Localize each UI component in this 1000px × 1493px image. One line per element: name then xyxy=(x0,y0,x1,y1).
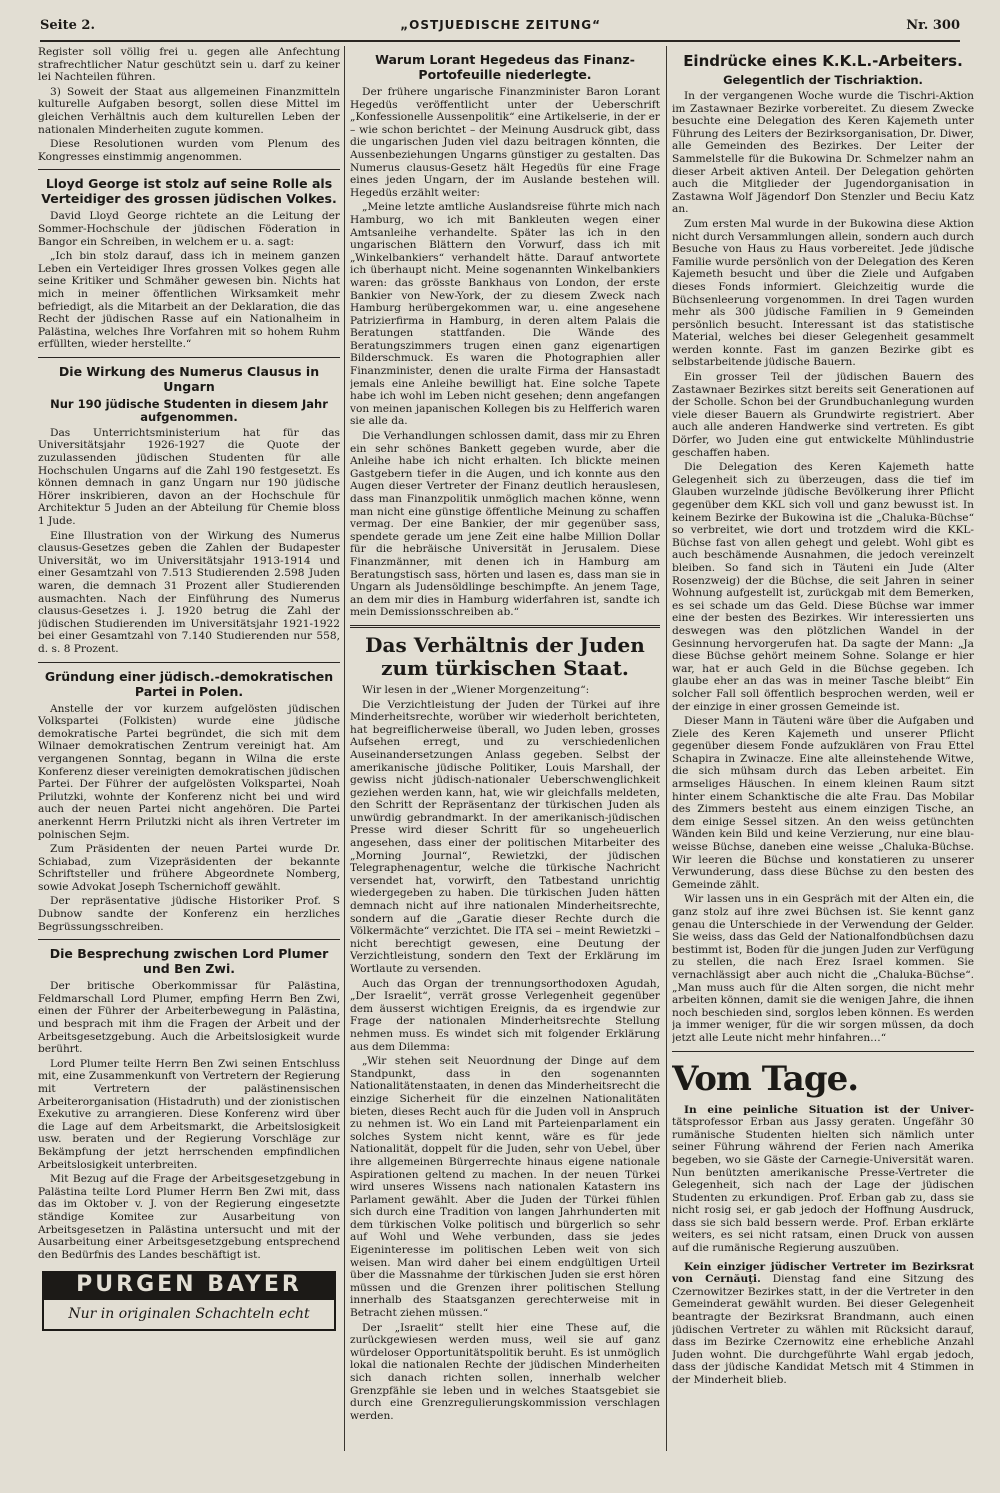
article-para: Die Verzichtleistung der Juden der Türkei auf ihre Minderheitsrechte, worüber wir wiederholt berichteten, hat begreiflicherweise überall, wo Juden leben, grosses Aufsehen erregt, und zu verschiedenlichen Auseinandersetzungen Anlass gegeben. Selbst der amerikanische jüdische Politiker, Louis Marshall, der gewiss nicht jüdisch-nationaler Ueberschwenglichkeit geziehen werden kann, hat, wie wir gleichfalls meldeten, den Schritt der Repräsentanz der türkischen Juden als unwürdig gebrandmarkt. In der amerikanisch-jüdischen Presse wird dieser Schritt für so ungeheuerlich angesehen, dass einer der politischen Mitarbeiter des „Morning Journal“, Rewietzki, der jüdischen Telegraphenagentur, welche die türkische Nachricht versendet hat, vorwirft, den Tatbestand unrichtig wiedergegeben zu haben. Die türkischen Juden hätten demnach nicht auf ihre nationalen Minderheitsrechte, sondern auf die „Garatie dieser Rechte durch die Völkermächte“ verzichtet. Die ITA sei – meint Rewietzki – nicht berechtigt gewesen, eine Deutung der Verzichtleistung, sondern den Text der Erklärung im Wortlaute zu versenden. xyxy=(350,698,660,975)
ad-brand: PURGEN BAYER xyxy=(44,1273,334,1300)
article-para: David Lloyd George richtete an die Leitung der Sommer-Hochschule der jüdischen Föderation in Bangor ein Schreiben, in welchem er u. a. sagt: xyxy=(38,210,340,248)
intro-para: Diese Resolutionen wurden vom Plenum des Kongresses einstimmig angenommen. xyxy=(38,138,340,163)
page-number: Seite 2. xyxy=(40,17,95,33)
divider xyxy=(38,169,340,170)
article-para: „Meine letzte amtliche Auslandsreise führte mich nach Hamburg, wo ich mit Bankleuten wegen einer Amtsanleihe verhandelte. Später las ich in den ungarischen Blättern den Vorwurf, dass ich mit „Winkelbankiers“ verhandelt hätte. Darauf antwortete ich überhaupt nicht. Meine sogenannten Winkelbankiers waren: das grösste Bankhaus von London, der erste Bankier von New-York, der zu diesem Zweck nach Hamburg herübergekommen war, u. eine angesehene Patrizierfirma in Hamburg, in deren altem Palais die Beratungen stattfanden. Die Wände des Beratungszimmers trugen einen ganz eigenartigen Bilderschmuck. Es waren die Photographien aller Finanzminister, denen die uralte Firma der Hansastadt jemals eine Anleihe bewilligt hat. Eine solche Tapete habe ich wohl im Leben nicht gesehen; denn angefangen von meinen japanischen Kollegen bis zu Helfferich waren sie alle da. xyxy=(350,201,660,428)
column-1 xyxy=(38,46,340,1476)
article-para: Der frühere ungarische Finanzminister Baron Lorant Hegedüs veröffentlicht unter der Ueberschrift „Konfessionelle Aussenpolitik“ eine Artikelserie, in der er – wie schon berichtet – der Meinung Ausdruck gibt, dass die ungarischen Juden viel dazu beitragen könnten, die Aussenbeziehungen Ungarns günstiger zu gestalten. Das Numerus clausus-Gesetz hält Hegedüs für eine Frage eines jeden Ungarn, der im Auslande bestehen will. Hegedüs erzählt weiter: xyxy=(350,86,660,199)
section-title-vom-tage: Vom Tage. xyxy=(672,1058,859,1099)
article-title-plumer-ben-zwi: Die Besprechung zwischen Lord Plumer und Ben Zwi. xyxy=(49,946,329,977)
article-para: Lord Plumer teilte Herrn Ben Zwi seinen Entschluss mit, eine Zusammenkunft von Vertretern der Regierung mit Vertretern der palästinensischen Arbeiterorganisation (Histadruth) und der zionistischen Exekutive zu arrangieren. Diese Konferenz wird über die Lage auf dem Arbeitsmarkt, die Arbeitslosigkeit usw. beraten und der Regierung Vorschläge zur Bekämpfung der jetzt herrschenden empfindlichen Arbeitslosigkeit unterbreiten. xyxy=(38,1057,340,1171)
column-2 xyxy=(350,46,660,1476)
news-text: Dienstag fand eine Sitzung des Czernowitzer Bezirkes statt, in der die Vertreter in den Gemeinderat gewählt wurden. Bei dieser Gelegenheit beantragte der Bezirksrat Brandmann, auch einen jüdischen Vertreter zu wählen mit Rücksicht darauf, dass im Bezirke Czernowitz eine erhebliche Anzahl Juden wohnt. Die durchgeführte Wahl ergab jedoch, dass der jüdische Kandidat Metsch mit 4 Stimmen in der Minderheit blieb. xyxy=(672,1273,974,1386)
news-text: tätsprofessor Erban aus Jassy geraten. Ungefähr 30 rumänische Studenten hielten sich nämlich unter seiner Führung während der Ferien nach Amerika begeben, wo sie Gäste der Carnegie-Universität waren. Nun benützten amerikanische Presse-Vertreter die Gelegenheit, sich nach der Lage der jüdischen Studenten zu erkundigen. Prof. Erban gab zu, dass sie nicht rosig sei, er gab jedoch der Hoffnung Ausdruck, dass sie sich bald bessern werde. Prof. Erban erklärte weiters, es sei nicht ratsam, einen Druck von aussen auf die rumänische Regierung auszuüben. xyxy=(672,1116,974,1255)
news-lead: In eine peinliche Situation ist der Univer- xyxy=(684,1103,974,1116)
article-para: Mit Bezug auf die Frage der Arbeitsgesetzgebung in Palästina teilte Lord Plumer Herrn Ben Zwi mit, dass das im Oktober v. J. von der Regierung eingesetzte ständige Komitee zur Ausarbeitung von Arbeitsgesetzen in Palästina untersucht und mit der Ausarbeitung einer Arbeitsgesetzgebung entsprechend den Bedürfnis des Landes beschäftigt ist. xyxy=(38,1173,340,1261)
newspaper-title: „OSTJUEDISCHE ZEITUNG“ xyxy=(400,18,601,32)
issue-number: Nr. 300 xyxy=(906,17,960,33)
article-title-partei-polen: Gründung einer jüdisch.-demokratischen Partei in Polen. xyxy=(44,668,334,699)
column-rule-left xyxy=(344,46,345,1451)
article-para: Dieser Mann in Täuteni wäre über die Aufgaben und Ziele des Keren Kajemeth und unserer Pflicht gegenüber diesem Fonde aufzuklären von Frau Ettel Schapira in Zwinacze. Eine alte alleinstehende Witwe, die sich mühsam durch das Leben arbeitet. Ein armseliges Häuschen. In einem kleinen Raum sitzt hinter einem Schanktische die alte Frau. Das Mobilar des Zimmers besteht aus einem einzigen Tische, an dem einige Sessel sitzen. An den weiss getünchten Wänden kein Bild und keine Verzierung, nur eine blau-weisse Büchse, daneben eine weisse „Chaluka-Büchse. Wir leeren die Büchse und konstatieren zu unserer Verwunderung, dass diese Büchse zu den besten des Gemeinde zählt. xyxy=(672,715,974,891)
article-para: Ein grosser Teil der jüdischen Bauern des Zastawnaer Bezirkes sitzt bereits seit Generationen auf der Scholle. Schon bei der Grundbuchanlegung wurden viele dieser Bauern als Grundwirte registriert. Aber auch alle anderen Handwerke sind vertreten. Es gibt Dörfer, wo Juden eine gut entwickelte Mühlindustrie geschaffen haben. xyxy=(672,371,974,459)
article-para: „Ich bin stolz darauf, dass ich in meinem ganzen Leben ein Verteidiger Ihres grossen Volkes gegen alle seine Kritiker und Schmäher gewesen bin. Nichts hat mich in meiner öffentlichen Wirksamkeit mehr befriedigt, als die Mitarbeit an der Deklaration, die das Recht der jüdischen Rasse auf ein Nationalheim in Palästina, welches Ihre Vorfahren mit so hohem Ruhm erfüllten, wieder herstellte.“ xyxy=(38,250,340,351)
article-para: Das Unterrichtsministerium hat für das Universitätsjahr 1926-1927 die Quote der zuzulassenden jüdischen Studenten für alle Hochschulen Ungarns auf die Zahl 190 festgesetzt. Es können demnach in ganz Ungarn nur 190 jüdische Hörer inskribieren, davon an der Hochschule für Architektur 5 Juden an der Abteilung für Chemie bloss 1 Jude. xyxy=(38,426,340,528)
article-para: Der britische Oberkommissar für Palästina, Feldmarschall Lord Plumer, empfing Herrn Ben Zwi, einen der Führer der Arbeiterbewegung in Palästina, und besprach mit ihm die Fragen der Arbeit und der Arbeitsgesetzgebung. Auch die Arbeitslosigkeit wurde berührt. xyxy=(38,980,340,1056)
ad-slogan: Nur in originalen Schachteln echt xyxy=(68,1305,310,1322)
article-title-kkl: Eindrücke eines K.K.L.-Arbeiters. xyxy=(683,52,963,70)
article-title-numerus-clausus: Die Wirkung des Numerus Clausus in Ungarn xyxy=(58,363,320,394)
news-lead: Kein einziger jüdischer Vertreter im Bezirksrat von Cernăuţi. xyxy=(672,1260,974,1286)
column-rule-right xyxy=(666,46,667,1451)
article-para: Wir lesen in der „Wiener Morgenzeitung“: xyxy=(362,683,590,696)
article-title-tuerkei: Das Verhältnis der Juden zum türkischen Staat. xyxy=(365,632,645,680)
article-para: Auch das Organ der trennungsorthodoxen Agudah, „Der Israelit“, verrät grosse Verlegenheit gegenüber dem äusserst wichtigen Ereignis, da es irgendwie zur Frage der nationalen Minderheitsrechte Stellung nehmen muss. Es windet sich mit folgender Erklärung aus dem Dilemma: xyxy=(350,977,660,1053)
article-para: Der „Israelit“ stellt hier eine These auf, die zurückgewiesen werden muss, weil sie auf ganz würdeloser Opportunitätspolitik beruht. Es ist unmöglich lokal die nationalen Rechte der jüdischen Minderheiten sich danach richten sollen, innerhalb welcher Grenzpfähle sie leben und in welches Staatsgebiet sie durch eine Grenzregulierungskommission verschlagen werden. xyxy=(350,1321,660,1422)
divider xyxy=(38,939,340,940)
intro-para: 3) Soweit der Staat aus allgemeinen Finanzmitteln kulturelle Aufgaben besorgt, sollen diese Mittel im gleichen Verhältnis auch dem kulturellen Leben der nationalen Minderheiten zugute kommen. xyxy=(38,85,340,136)
intro-para: Register soll völlig frei u. gegen alle Anfechtung strafrechtlicher Natur geschützt sein u. darf zu keiner lei Nachteilen führen. xyxy=(38,46,340,84)
article-para: Zum ersten Mal wurde in der Bukowina diese Aktion nicht durch Versammlungen allein, sondern auch durch Besuche von Haus zu Haus vorbereitet. Jede jüdische Familie wurde persönlich von der Delegation des Keren Kajemeth besucht und über die Ziele und Aufgaben dieses Fonds informiert. Gleichzeitig wurde die Büchsenleerung vorgenommen. In drei Tagen wurden mehr als 300 jüdische Familien in 9 Gemeinden persönlich besucht. Interessant ist das statistische Material, welches bei dieser Gelegenheit gesammelt werden konnte. Fast im ganzen Bezirke gibt es selbstarbeitende jüdische Bauern. xyxy=(672,217,974,369)
divider xyxy=(350,625,660,628)
article-para: Der repräsentative jüdische Historiker Prof. S Dubnow sandte der Konferenz ein herzliches Begrüssungsschreiben. xyxy=(38,895,340,933)
divider xyxy=(672,1051,974,1052)
page-header xyxy=(40,10,960,42)
news-item xyxy=(672,1261,974,1387)
article-para: Zum Präsidenten der neuen Partei wurde Dr. Schiabad, zum Vizepräsidenten der bekannte Schriftsteller und frühere Abgeordnete Nomberg, sowie Advokat Joseph Tschernichoff gewählt. xyxy=(38,843,340,893)
divider xyxy=(38,357,340,358)
article-para: In der vergangenen Woche wurde die Tischri-Aktion im Zastawnaer Bezirke vorbereitet. Zu diesem Zwecke besuchte eine Delegation des Keren Kajemeth unter Führung des Leiters der Bezirksorganisation, Dr. Diwer, alle Gemeinden des Bezirkes. Der Leiter der Sammelstelle für die Bukowina Dr. Schmelzer nahm an dieser Arbeit aktiven Anteil. Der Delegation gehörten auch die Mitglieder der Jugendorganisation in Zastawna Wolf Jägendorf Don Stenzler und Beciu Katz an. xyxy=(672,90,974,216)
purgen-advertisement xyxy=(42,1271,336,1330)
article-title-hegedeus: Warum Lorant Hegedeus das Finanz-Portofeuille niederlegte. xyxy=(375,52,635,82)
article-para: Die Verhandlungen schlossen damit, dass mir zu Ehren ein sehr schönes Bankett gegeben wurde, aber die Anleihe habe ich nicht erhalten. Ich blickte meinen Gastgebern tiefer in die Augen, und ich konnte aus den Augen dieser Vertreter der Finanz deutlich herauslesen, dass man Finanzpolitik unmöglich machen könne, wenn man nicht eine günstige öffentliche Meinung zu schaffen vermag. Der eine Bankier, der mir gegenüber sass, spendete gerade um jene Zeit eine halbe Million Dollar für die hebräische Universität in Jerusalem. Diese Finanzmänner, mit denen ich in Hamburg am Beratungstisch sass, hörten und lasen es, dass man sie in Ungarn als Judensöldlinge beschimpfte. An jenem Tage, an dem mir dies in Hamburg widerfahren ist, sandte ich mein Demissionsschreiben ab.“ xyxy=(350,430,660,619)
article-para: Die Delegation des Keren Kajemeth hatte Gelegenheit sich zu überzeugen, dass die tief im Glauben wurzelnde jüdische Bevölkerung ihrer Pflicht gegenüber dem KKL sich voll und ganz bewusst ist. In keinem Bezirke der Bukowina ist die „Chaluka-Büchse“ so verbreitet, wie dort und trotzdem wird die KKL-Büchse fast von allen gehegt und gelebt. Wohl gibt es auch beschämende Ausnahmen, die jedoch vereinzelt bleiben. So fand sich in Täuteni ein Jude (Alter Rosenzweig) der die Büchse, die seit Jahren in seiner Wohnung aufgestellt ist, zurückgab mit dem Bemerken, es sei schade um das Geld. Diese Büchse war immer eine der besten des Bezirkes. Wir interessierten uns deswegen was den plötzlichen Wandel in der Gesinnung hervorgerufen hat. Da sagte der Mann: „Ja diese Büchse gehört meinem Sohne. Solange er hier war, hat er auch Geld in die Büchse gegeben. Ich glaube eher an das was in meiner Tasche bleibt“ Ein solcher Fall soll öffentlich besprochen werden, weil er der einzige in einer grossen Gemeinde ist. xyxy=(672,461,974,713)
divider xyxy=(38,662,340,663)
column-3 xyxy=(672,46,974,1476)
article-para: Anstelle der vor kurzem aufgelösten jüdischen Volkspartei (Folkisten) wurde eine jüdische demokratische Partei begründet, die sich mit dem Wilnaer demokratischen Zentrum vereinigt hat. Am vergangenen Sonntag, begann in Wilna die erste Konferenz dieser vereinigten demokratischen jüdischen Partei. Der Führer der aufgelösten Volkspartei, Noah Prilutzki, wohnte der Konferenz nicht bei und wird auch der neuen Partei nicht angehören. Die Partei anerkennt Herrn Prilutzki nicht als ihren Vertreter im polnischen Sejm. xyxy=(38,702,340,841)
article-para: „Wir stehen seit Neuordnung der Dinge auf dem Standpunkt, dass in den sogenannten Nationalitätenstaaten, in denen das Minderheitsrecht die einzige Sicherheit für die einzelnen Nationalitäten bieten, dieses Recht auch für die Juden voll in Anspruch zu nehmen ist. Wo ein Land mit Parteienparlament ein solches System nicht kennt, wäre es für jede Nationalität, doppelt für die Juden, sehr von Uebel, über ihre allgemeinen Bürgerrechte hinaus eigene nationale Aspirationen geltend zu machen. In der neuen Türkei wird unseres Wissens nach nationalen Katastern ins Parlament gewählt. Aber die Juden der Türkei fühlen sich durch eine Tradition von langen Jahrhunderten mit dem türkischen Volke politisch und bürgerlich so sehr auf Wohl und Wehe verbunden, dass sie jedes Eigeninteresse im politischen Leben weit von sich weisen. Man wird daher bei einem endgültigen Urteil über die Massnahme der türkischen Juden sie erst hören müssen und die Grenzen ihrer politischen Stellung innerhalb des Staatsganzen gerechterweise mit in Betracht ziehen müssen.“ xyxy=(350,1055,660,1320)
article-para: Wir lassen uns in ein Gespräch mit der Alten ein, die ganz stolz auf ihre zwei Büchsen ist. Sie kennt ganz genau die Unterschiede in der Verwendung der Gelder. Sie weiss, dass das Geld der Nationalfondbüchsen dazu bestimmt ist, Boden für die jungen Juden zur Verfügung zu stellen, die nach Erez Israel kommen. Sie vernachlässigt aber auch nicht die „Chaluka-Büchse“. „Man muss auch für die Alten sorgen, die nicht mehr arbeiten können, damit sie die wenigen Jahre, die ihnen noch beschieden sind, sorglos leben können. Es werden ja immer weniger, für die wir sorgen müssen, da doch jetzt alle Leute nicht mehr hinfahren…“ xyxy=(672,893,974,1044)
news-item xyxy=(672,1104,974,1255)
article-para: Eine Illustration von der Wirkung des Numerus clausus-Gesetzes geben die Zahlen der Budapester Universität, wo im Universitätsjahr 1913-1914 und einer Gesamtzahl von 7.513 Studierenden 2.598 Juden waren, die demnach 31 Prozent aller Studierenden ausmachten. Nach der Einführung des Numerus clausus-Gesetzes i. J. 1920 betrug die Zahl der jüdischen Studierenden im Universitätsjahr 1921-1922 bei einer Gesamtzahl von 7.140 Studierenden nur 558, d. s. 8 Prozent. xyxy=(38,529,340,655)
article-subtitle: Gelegentlich der Tischriaktion. xyxy=(723,73,923,87)
article-subtitle: Nur 190 jüdische Studenten in diesem Jahr aufgenommen. xyxy=(50,396,328,424)
article-title-lloyd-george: Lloyd George ist stolz auf seine Rolle als Verteidiger des grossen jüdischen Volkes. xyxy=(41,176,337,207)
